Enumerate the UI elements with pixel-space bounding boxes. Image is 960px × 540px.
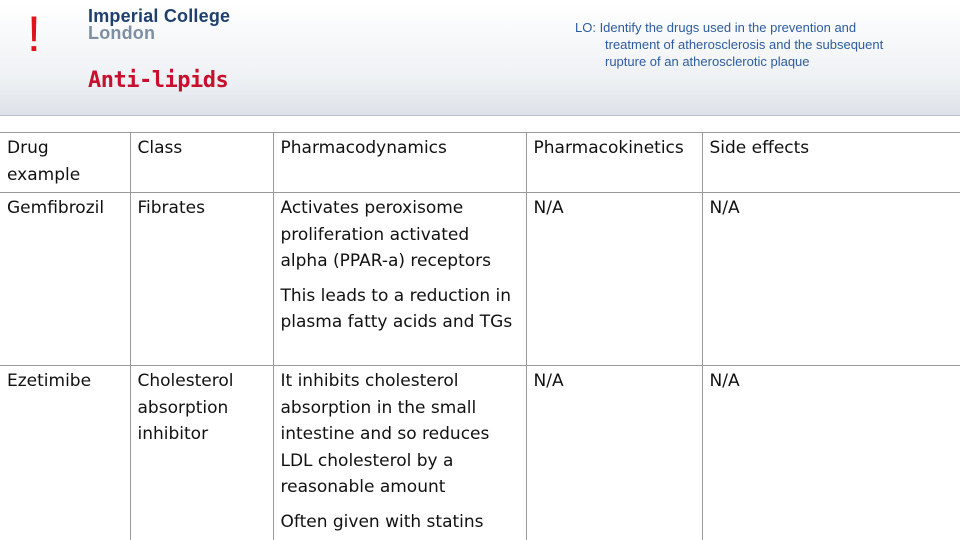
header-class: Class: [130, 133, 273, 193]
learning-objective: LO: Identify the drugs used in the prevention and treatment of atherosclerosis and the subsequent rupture of an atherosclerotic plaque: [575, 20, 884, 69]
pharmacodynamics-paragraph: It inhibits cholesterol absorption in the small intestine and so reduces LDL cholesterol by a reasonable amount: [280, 371, 490, 497]
table-row: [0, 193, 960, 366]
pharmacodynamics-paragraph: This leads to a reduction in plasma fatty acids and TGs: [280, 285, 513, 332]
pharmacodynamics-paragraph: Often given with statins: [280, 511, 484, 532]
cell-pharmacokinetics: N/A: [526, 366, 702, 540]
slide-header: [0, 0, 960, 116]
drug-table: [0, 132, 960, 540]
header-drug-example: Drug example: [0, 133, 130, 193]
header-pharmacokinetics: Pharmacokinetics: [526, 133, 702, 193]
cell-pharmacodynamics: [273, 193, 526, 366]
imperial-college-logo: [88, 8, 230, 42]
cell-pharmacokinetics: N/A: [526, 193, 702, 366]
cell-drug: Ezetimibe: [0, 366, 130, 540]
logo-line-2: London: [88, 23, 156, 43]
header-pharmacodynamics: Pharmacodynamics: [273, 133, 526, 193]
cell-side-effects: N/A: [702, 366, 960, 540]
cell-class: Fibrates: [130, 193, 273, 366]
cell-drug: Gemfibrozil: [0, 193, 130, 366]
pharmacodynamics-paragraph: Activates peroxisome proliferation activated alpha (PPAR-a) receptors: [280, 198, 491, 271]
slide-title: Anti-lipids: [88, 68, 229, 93]
alert-exclamation-icon: !: [27, 6, 41, 62]
cell-pharmacodynamics: [273, 366, 526, 540]
header-side-effects: Side effects: [702, 133, 960, 193]
cell-class: Cholesterol absorption inhibitor: [130, 366, 273, 540]
table-header-row: [0, 133, 960, 193]
logo-line-1: Imperial College: [88, 6, 231, 26]
table-row: [0, 366, 960, 540]
cell-side-effects: N/A: [702, 193, 960, 366]
